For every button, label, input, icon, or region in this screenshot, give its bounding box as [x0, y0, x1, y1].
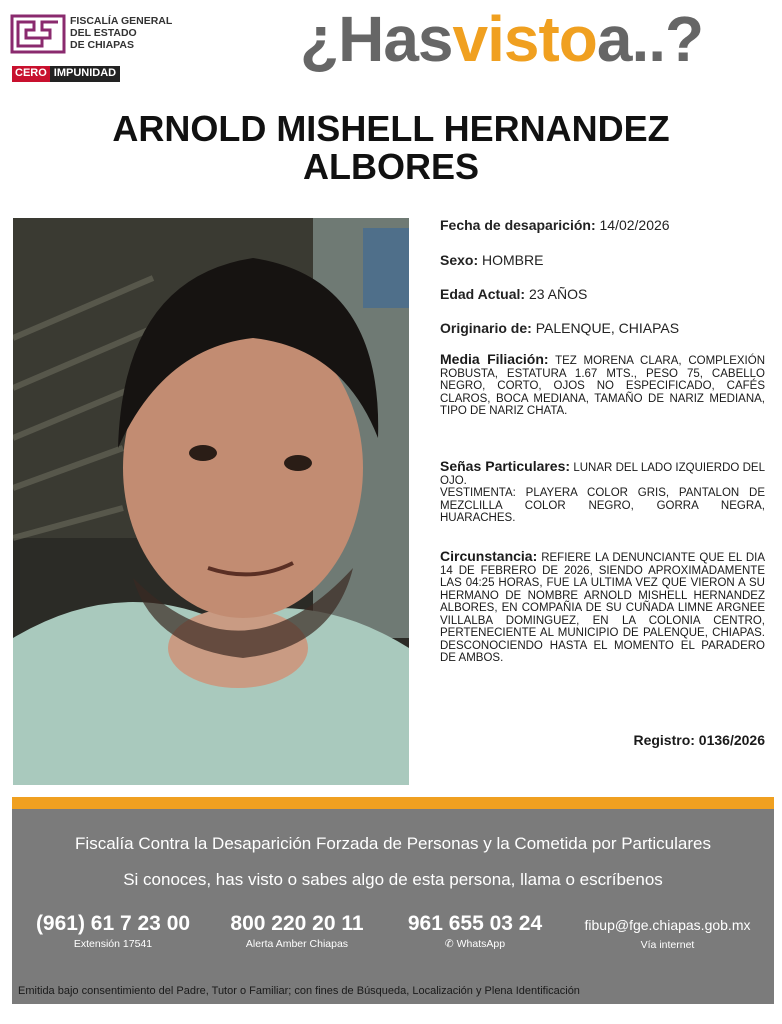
field-fecha — [440, 217, 765, 233]
circ-value: REFIERE LA DENUNCIANTE QUE EL DIA 14 DE FEBRERO DE 2026, SIENDO APROXIMADAMENTE LAS 04:25 HORAS, FUE LA ULTIMA VEZ QUE VIERON A SU HERMANO DE NOMBRE ARNOLD MISHELL HERNANDEZ ALBORES, EN COMPAÑIA DE SU CUÑADA LIMNE ARGNEE VILLALBA DOMINGUEZ, EN LA COLONIA CENTRO, PERTENECIENTE AL MUNICIPIO DE PALENQUE, CHIAPAS. DESCONOCIENDO HASTA EL MOMENTO EL PARADERO DE AMBOS. — [440, 552, 765, 664]
person-photo — [13, 218, 409, 785]
slogan-part1: ¿Has — [300, 3, 453, 75]
field-senas — [440, 460, 765, 525]
field-originario — [440, 320, 765, 336]
contact-sub: ✆ WhatsApp — [444, 938, 506, 950]
slogan-part2: visto — [452, 3, 597, 75]
contact-sub: Extensión 17541 — [73, 938, 153, 950]
fiscalia-logo-icon — [10, 14, 66, 54]
senas-value: LUNAR DEL LADO IZQUIERDO DEL OJO. — [440, 462, 765, 487]
contact-sub: Vía internet — [640, 939, 695, 951]
circ-label: Circunstancia: — [440, 548, 538, 564]
contact-email-address[interactable]: fibup@fge.chiapas.gob.mx — [584, 917, 751, 933]
contact-number[interactable]: 961 655 03 24 — [407, 912, 543, 935]
sexo-value: HOMBRE — [482, 252, 544, 268]
sexo-label: Sexo: — [440, 252, 479, 268]
slogan-title — [300, 2, 703, 76]
fecha-value: 14/02/2026 — [599, 217, 670, 233]
filiacion-value: TEZ MORENA CLARA, COMPLEXIÓN ROBUSTA, ESTATURA 1.67 MTS., PESO 75, CABELLO NEGRO, CORTO, OJOS NO ESPECIFICADO, CAFÉS CLAROS, BOCA MEDIANA, TAMAÑO DE NARIZ MEDIANA, TIPO DE NARIZ CHATA. — [440, 355, 765, 417]
fecha-label: Fecha de desaparición: — [440, 217, 596, 233]
contact-whatsapp[interactable] — [390, 912, 560, 950]
impunidad-label: IMPUNIDAD — [50, 66, 120, 82]
field-media-filiacion — [440, 353, 765, 418]
field-edad — [440, 286, 765, 302]
field-sexo — [440, 252, 765, 268]
footer-agency: Fiscalía Contra la Desaparición Forzada de Personas y la Cometida por Particulares — [75, 834, 711, 853]
cero-label: CERO — [12, 66, 50, 82]
whatsapp-icon: ✆ — [444, 938, 457, 950]
contact-number[interactable]: (961) 61 7 23 00 — [35, 912, 191, 935]
slogan-part3: a..? — [596, 3, 704, 75]
vestimenta-value: VESTIMENTA: PLAYERA COLOR GRIS, PANTALON DE MEZCLILLA COLOR NEGRO, GORRA NEGRA, HUARACHES. — [440, 487, 765, 524]
org-name: FISCALÍA GENERAL DEL ESTADO DE CHIAPAS — [70, 15, 173, 51]
senas-label: Señas Particulares: — [440, 458, 571, 474]
contact-number[interactable]: 800 220 20 11 — [230, 912, 364, 935]
contact-email[interactable] — [580, 912, 755, 951]
field-circunstancia — [440, 550, 765, 665]
edad-value: 23 AÑOS — [528, 286, 588, 302]
registro-number: Registro: 0136/2026 — [633, 732, 765, 748]
contact-phone-amber[interactable] — [212, 912, 382, 950]
person-name: ARNOLD MISHELL HERNANDEZ ALBORES — [112, 108, 670, 187]
footer-call-to-action: Si conoces, has visto o sabes algo de esta persona, llama o escríbenos — [123, 870, 663, 889]
accent-bar — [12, 797, 774, 809]
contact-phone-fiscalia[interactable] — [28, 912, 198, 950]
footer-disclaimer: Emitida bajo consentimiento del Padre, Tutor o Familiar; con fines de Búsqueda, Localización y Plena Identificación — [18, 985, 580, 997]
filiacion-label: Media Filiación: — [440, 351, 549, 367]
contact-sub: Alerta Amber Chiapas — [245, 938, 349, 950]
edad-label: Edad Actual: — [440, 286, 526, 302]
cero-impunidad-badge — [12, 66, 120, 82]
origen-label: Originario de: — [440, 320, 532, 336]
origen-value: PALENQUE, CHIAPAS — [535, 320, 680, 336]
